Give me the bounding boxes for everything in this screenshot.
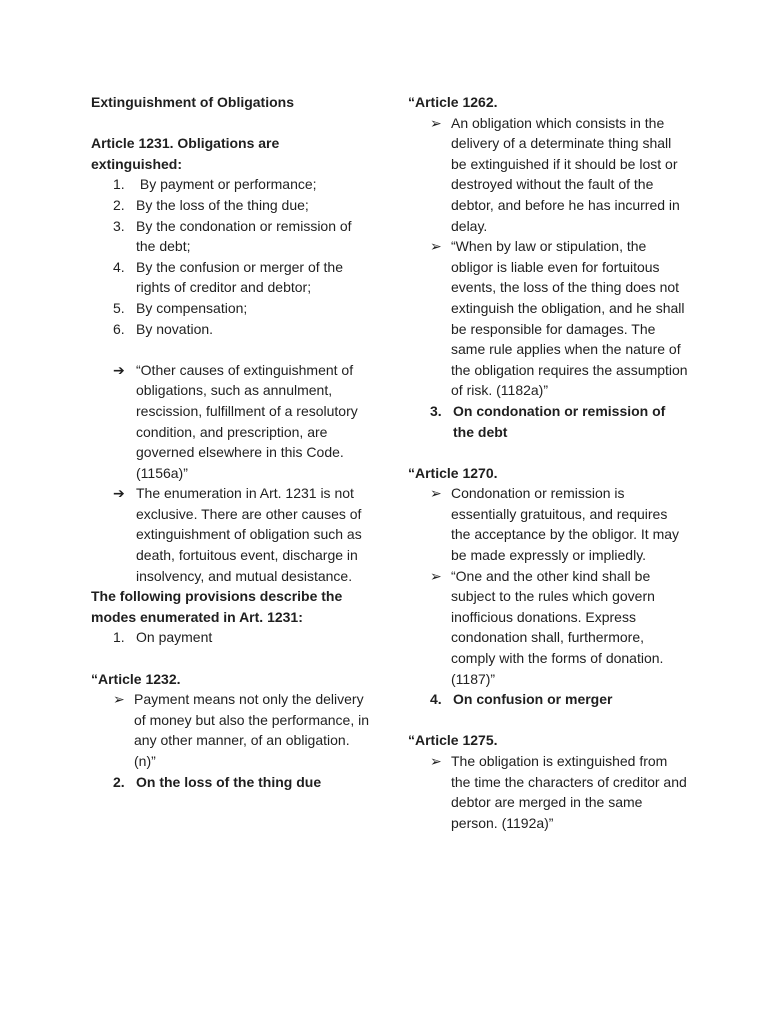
list-text: By novation. <box>136 320 214 337</box>
list-number: 1. <box>113 629 125 646</box>
list-number: 1. <box>113 176 125 193</box>
list-item <box>91 195 371 216</box>
arrowhead-bullet-icon: ➢ <box>430 238 442 255</box>
list-item <box>91 319 371 340</box>
article-1231-heading: Article 1231. Obligations are extinguished: <box>91 135 280 172</box>
arrow-right-icon: ➔ <box>113 361 125 378</box>
list-text: On condonation or remission of the debt <box>453 402 666 440</box>
article-1232-heading: “Article 1232. <box>91 670 181 687</box>
list-item <box>408 751 688 833</box>
list-text: On the loss of the thing due <box>136 773 322 790</box>
article-1262-heading: “Article 1262. <box>408 94 498 110</box>
list-item <box>91 483 371 586</box>
arrowhead-bullet-icon: ➢ <box>430 567 442 584</box>
article-1231-list <box>91 174 371 339</box>
arrowhead-bullet-icon: ➢ <box>430 753 442 769</box>
list-item <box>408 483 688 565</box>
list-text: By payment or performance; <box>136 176 317 193</box>
article-1275-heading: “Article 1275. <box>408 732 498 749</box>
list-text: The obligation is extinguished from the time the characters of creditor and debtor are merged in the same person. (1192a)” <box>451 753 687 831</box>
list-text: “One and the other kind shall be subject to the rules which govern inofficious donations. Express condonation shall, furthermore, comply with the forms of donation. (1187)” <box>451 567 664 687</box>
list-text: By the condonation or remission of the debt; <box>136 217 352 255</box>
list-item <box>91 298 371 319</box>
arrowhead-bullet-icon: ➢ <box>430 485 442 502</box>
list-number: 4. <box>113 258 125 275</box>
list-number: 3. <box>430 402 442 419</box>
list-text: On payment <box>136 629 213 646</box>
list-text: Payment means not only the delivery of money but also the performance, in any other manner, of an obligation. (n)” <box>134 691 370 769</box>
list-item <box>408 113 688 237</box>
list-item <box>91 689 371 771</box>
mode-item <box>91 627 371 648</box>
list-text: “When by law or stipulation, the obligor is liable even for fortuitous events, the loss of the thing does not extinguish the obligation, and he shall be responsible for damages. The same rule applies when the nature of the obligation requires the assumption of risk. (1182a)” <box>451 238 688 399</box>
list-text: The enumeration in Art. 1231 is not exclusive. There are other causes of extinguishment of obligation such as death, fortuitous event, discharge in insolvency, and mutual desistance. <box>136 485 362 584</box>
list-number: 6. <box>113 320 125 337</box>
document-title: Extinguishment of Obligations <box>91 94 294 110</box>
list-number: 2. <box>113 773 125 790</box>
list-number: 4. <box>430 691 442 708</box>
mode-item <box>91 772 371 793</box>
article-1270-heading: “Article 1270. <box>408 464 498 481</box>
list-text: By compensation; <box>136 299 248 316</box>
provisions-heading: The following provisions describe the modes enumerated in Art. 1231: <box>91 588 343 625</box>
list-text: “Other causes of extinguishment of obligations, such as annulment, rescission, fulfillment of a resolutory condition, and prescription, are governed elsewhere in this Code. (1156a)” <box>136 361 358 481</box>
list-text: By the confusion or merger of the rights of creditor and debtor; <box>136 258 343 296</box>
arrowhead-bullet-icon: ➢ <box>113 691 125 708</box>
mode-item <box>408 401 688 442</box>
mode-item <box>408 689 688 710</box>
left-column <box>91 92 371 792</box>
list-item <box>91 174 371 195</box>
right-column <box>408 92 688 833</box>
list-item <box>408 566 688 690</box>
list-item <box>91 360 371 484</box>
list-text: An obligation which consists in the delivery of a determinate thing shall be extinguished if it should be lost or destroyed without the fault of the debtor, and before he has incurred in delay. <box>451 114 680 234</box>
list-item <box>408 236 688 401</box>
arrowhead-bullet-icon: ➢ <box>430 114 442 131</box>
list-number: 3. <box>113 217 125 234</box>
arrow-right-icon: ➔ <box>113 485 125 502</box>
list-text: Condonation or remission is essentially gratuitous, and requires the acceptance by the obligor. It may be made expressly or impliedly. <box>451 485 680 564</box>
list-text: By the loss of the thing due; <box>136 196 309 213</box>
list-item <box>91 216 371 257</box>
list-text: On confusion or merger <box>453 691 613 708</box>
list-item <box>91 257 371 298</box>
arrow-bullet-list <box>91 360 371 587</box>
list-number: 2. <box>113 196 125 213</box>
list-number: 5. <box>113 299 125 316</box>
